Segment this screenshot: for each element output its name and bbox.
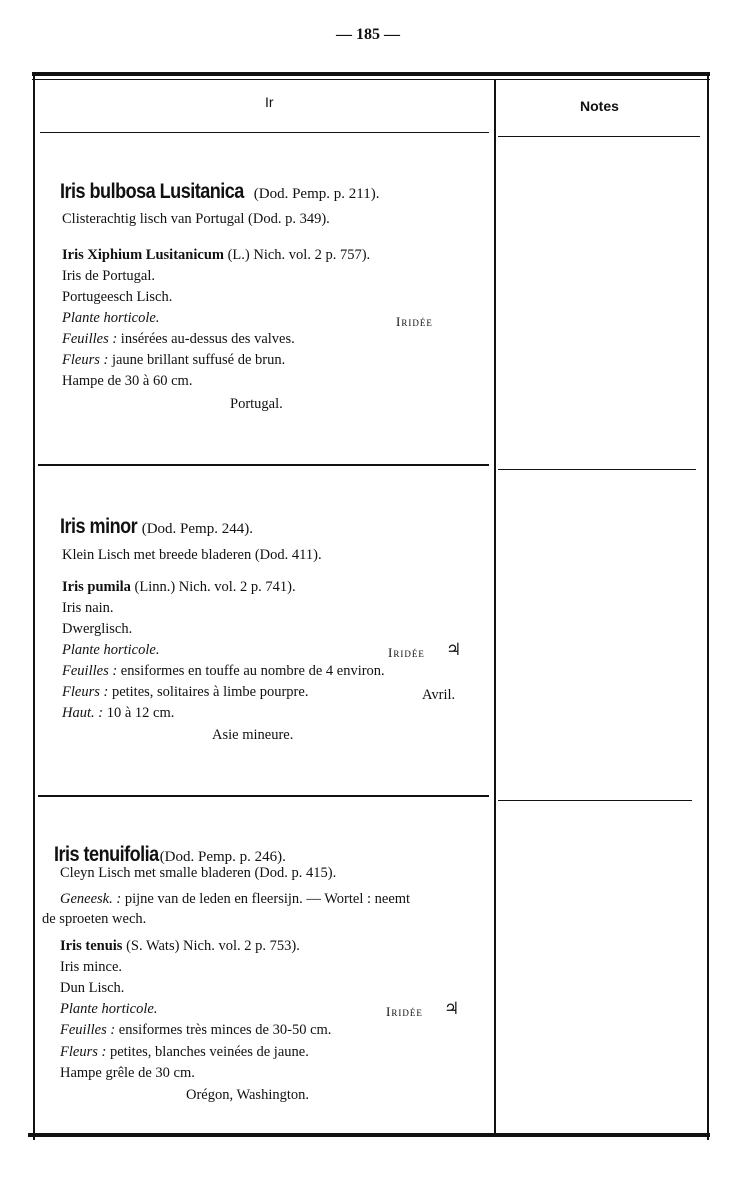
flowers-text: petites, solitaires à limbe pourpre. (111, 684, 309, 700)
leaves-text: insérées au-dessus des valves. (120, 331, 295, 347)
entry-divider-2-left (38, 795, 489, 797)
region-text: Asie mineure. (212, 727, 294, 743)
leaves-label: Feuilles : (60, 1022, 116, 1038)
flowers-text: jaune brillant suffusé de brun. (111, 352, 286, 368)
entry-divider-1-right (498, 469, 696, 470)
leaves-text: ensiformes en touffe au nombre de 4 environ. (120, 663, 385, 679)
dutch-name: Clisterachtig lisch van Portugal (Dod. p. 349). (62, 211, 330, 227)
perennial-symbol-icon: ♃ (444, 999, 460, 1018)
flowers-label: Fleurs : (62, 352, 109, 368)
plant-type: Plante horticole. (62, 310, 160, 326)
region-text: Orégon, Washington. (186, 1087, 310, 1103)
dutch-common-name: Dwerglisch. (62, 621, 133, 637)
dutch-name: Klein Lisch met breede bladeren (Dod. 411). (62, 547, 322, 563)
medicinal-label: Geneesk. : (60, 891, 122, 907)
synonym-line (62, 246, 370, 264)
dutch-name: Cleyn Lisch met smalle bladeren (Dod. p. 415). (60, 865, 337, 881)
table-bottom-rule (28, 1133, 710, 1137)
table-top-rule (32, 72, 710, 76)
stem-text: Hampe grêle de 30 cm. (60, 1065, 195, 1081)
month-text: Avril. (422, 687, 456, 703)
flowers-line (60, 1043, 309, 1061)
entry-title: Iris tenuifolia (54, 843, 159, 866)
height-text: 10 à 12 cm. (106, 705, 175, 721)
french-name: Iris mince. (60, 959, 123, 975)
height-line (62, 704, 174, 722)
flowers-label: Fleurs : (60, 1044, 107, 1060)
flowers-line (62, 351, 285, 369)
column-divider (494, 80, 496, 1136)
leaves-label: Feuilles : (62, 663, 118, 679)
header-rule-right (498, 136, 700, 137)
entry-title-ref: (Dod. Pemp. 244). (141, 521, 253, 537)
flowers-line (62, 683, 308, 701)
region-text: Portugal. (230, 396, 283, 412)
table-left-border (33, 72, 35, 1140)
entry-title-ref: (Dod. Pemp. p. 246). (159, 849, 286, 865)
synonym-name: Iris Xiphium Lusitanicum (62, 247, 224, 263)
entry-title: Iris minor (60, 515, 138, 538)
synonym-ref: (Linn.) Nich. vol. 2 p. 741). (134, 579, 296, 595)
entry-title: Iris bulbosa Lusitanica (60, 180, 244, 203)
page-number: — 185 — (336, 26, 400, 43)
family-label: Iridée (396, 314, 433, 329)
entry-title-ref: (Dod. Pemp. p. 211). (253, 186, 380, 202)
stem-text: Hampe de 30 à 60 cm. (62, 373, 193, 389)
entry-divider-1-left (38, 464, 489, 466)
leaves-line (62, 330, 295, 348)
height-label: Haut. : (62, 705, 104, 721)
medicinal-text: pijne van de leden en fleersijn. — Wortel : neemt (124, 891, 411, 907)
flowers-label: Fleurs : (62, 684, 109, 700)
column-header-left: Ir (265, 94, 274, 110)
family-label: Iridée (386, 1004, 423, 1019)
leaves-label: Feuilles : (62, 331, 118, 347)
medicinal-continued: de sproeten wech. (42, 911, 147, 927)
flowers-text: petites, blanches veinées de jaune. (109, 1044, 309, 1060)
column-header-right: Notes (580, 98, 619, 114)
synonym-line (60, 937, 300, 955)
family-label: Iridée (388, 645, 425, 660)
plant-type: Plante horticole. (62, 642, 160, 658)
synonym-name: Iris tenuis (60, 938, 123, 954)
leaves-line (62, 662, 385, 680)
header-rule-left (40, 132, 489, 133)
entry-divider-2-right (498, 800, 692, 801)
synonym-name: Iris pumila (62, 579, 131, 595)
leaves-text: ensiformes très minces de 30-50 cm. (118, 1022, 332, 1038)
entry-title-line (60, 180, 379, 204)
synonym-ref: (S. Wats) Nich. vol. 2 p. 753). (126, 938, 300, 954)
dutch-common-name: Portugeesch Lisch. (62, 289, 173, 305)
table-right-border (707, 72, 709, 1140)
plant-type: Plante horticole. (60, 1001, 158, 1017)
synonym-ref: (L.) Nich. vol. 2 p. 757). (227, 247, 371, 263)
medicinal-line (60, 890, 410, 908)
leaves-line (60, 1021, 331, 1039)
french-name: Iris nain. (62, 600, 114, 616)
french-name: Iris de Portugal. (62, 268, 156, 284)
table-top-rule-thin (32, 79, 710, 80)
entry-title-line (60, 515, 253, 539)
synonym-line (62, 578, 296, 596)
dutch-common-name: Dun Lisch. (60, 980, 125, 996)
perennial-symbol-icon: ♃ (446, 640, 462, 659)
